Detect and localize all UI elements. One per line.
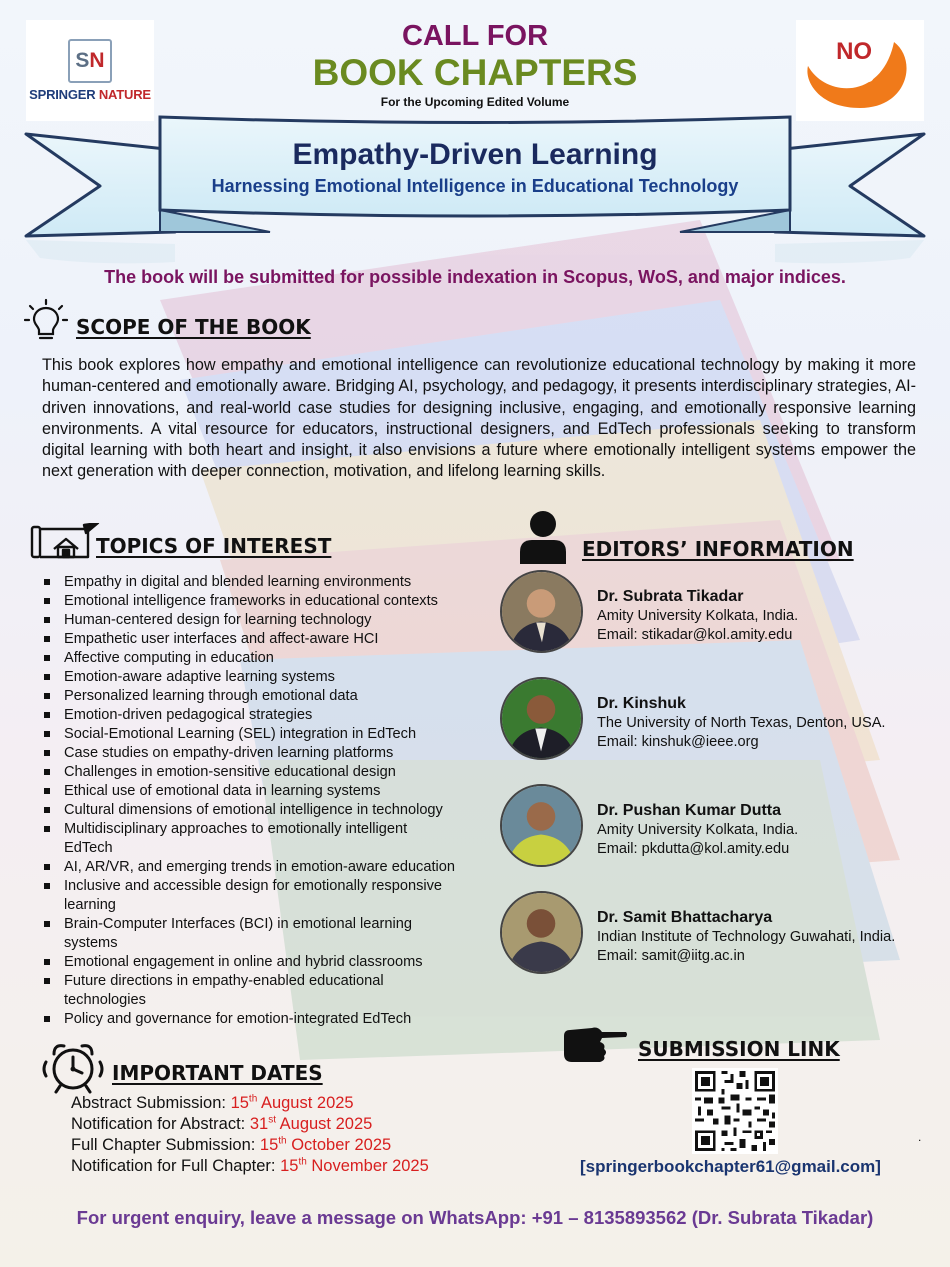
topics-list (44, 573, 494, 1029)
editor-email[interactable]: Email: stikadar@kol.amity.edu (597, 627, 793, 643)
house-deed-icon (30, 523, 100, 559)
book-subtitle: Harnessing Emotional Intelligence in Educational Technology (211, 176, 739, 196)
topics-heading: TOPICS OF INTEREST (96, 534, 332, 558)
alarm-clock-icon (40, 1040, 106, 1094)
person-icon (518, 510, 568, 564)
topic-item: Affective computing in education (44, 649, 494, 668)
topic-item: Emotional engagement in online and hybrid classrooms (44, 953, 494, 972)
editors-heading: EDITORS’ INFORMATION (582, 537, 854, 561)
whatsapp-enquiry-note: For urgent enquiry, leave a message on WhatsApp: +91 – 8135893562 (Dr. Subrata Tikadar) (76, 1207, 874, 1228)
editor-name: Dr. Subrata Tikadar (597, 588, 744, 605)
editor-photo-avatar (500, 891, 583, 974)
date-row: Notification for Abstract: 31st August 2025 (71, 1114, 373, 1133)
editor-email[interactable]: Email: kinshuk@ieee.org (597, 734, 759, 750)
trailing-dot: . (918, 1130, 922, 1144)
editor-affiliation: Amity University Kolkata, India. (597, 608, 799, 624)
topic-item: Ethical use of emotional data in learning systems (44, 782, 494, 801)
editor-email[interactable]: Email: pkdutta@kol.amity.edu (597, 841, 790, 857)
date-row: Full Chapter Submission: 15th October 2025 (71, 1135, 392, 1154)
topic-item: Inclusive and accessible design for emotionally responsive learning (44, 877, 484, 915)
editor-affiliation: Amity University Kolkata, India. (597, 822, 799, 838)
topic-item: Emotion-driven pedagogical strategies (44, 706, 494, 725)
upcoming-volume-caption: For the Upcoming Edited Volume (380, 95, 570, 109)
topic-item: Empathetic user interfaces and affect-aware HCI (44, 630, 494, 649)
topic-item: Human-centered design for learning technology (44, 611, 494, 630)
submission-heading: SUBMISSION LINK (638, 1037, 840, 1061)
editor-photo-avatar (500, 570, 583, 653)
pointing-hand-icon (562, 1024, 628, 1066)
editor-card (500, 677, 940, 761)
book-chapters-heading: BOOK CHAPTERS (312, 52, 638, 93)
topic-item: Emotional intelligence frameworks in educational contexts (44, 592, 494, 611)
editor-photo-avatar (500, 677, 583, 760)
dates-heading: IMPORTANT DATES (112, 1061, 323, 1085)
editor-card (500, 891, 940, 975)
qr-code[interactable] (692, 1068, 778, 1154)
editor-email[interactable]: Email: samit@iitg.ac.in (597, 948, 745, 964)
topic-item: Future directions in empathy-enabled educational technologies (44, 972, 424, 1010)
indexation-note: The book will be submitted for possible indexation in Scopus, WoS, and major indices. (104, 267, 846, 287)
topic-item: AI, AR/VR, and emerging trends in emotion-aware education (44, 858, 494, 877)
topic-item: Case studies on empathy-driven learning platforms (44, 744, 494, 763)
editor-card (500, 570, 940, 654)
topic-item: Cultural dimensions of emotional intelligence in technology (44, 801, 494, 820)
editor-photo-avatar (500, 784, 583, 867)
date-row: Notification for Full Chapter: 15th November 2025 (71, 1156, 429, 1175)
editor-name: Dr. Samit Bhattacharya (597, 909, 773, 926)
no-apc-text: NO APC (834, 38, 875, 87)
topic-item: Policy and governance for emotion-integrated EdTech (44, 1010, 494, 1029)
topic-item: Multidisciplinary approaches to emotionally intelligent EdTech (44, 820, 444, 858)
editor-affiliation: Indian Institute of Technology Guwahati, India. (597, 929, 896, 945)
topic-item: Emotion-aware adaptive learning systems (44, 668, 494, 687)
submission-email-link[interactable]: [springerbookchapter61@gmail.com] (580, 1157, 881, 1176)
editor-name: Dr. Pushan Kumar Dutta (597, 802, 782, 819)
scope-paragraph: This book explores how empathy and emotional intelligence can revolutionize educational technology by making it more human-centered and emotionally aware. Bridging AI, psychology, and pedagogy, it presents interdisciplinary strategies, AI-driven innovations, and real-world case studies for designing inclusive, engaging, and emotionally responsive learning environments. A vital resource for educators, instructional designers, and EdTech professionals seeking to transform digital learning with both heart and insight, it also envisions a future where emotionally intelligent systems empower the next generation with deeper connection, motivation, and lifelong learning skills. (42, 356, 917, 481)
topic-item: Challenges in emotion-sensitive educational design (44, 763, 494, 782)
important-dates-list (71, 1093, 429, 1177)
lightbulb-icon (24, 298, 68, 344)
springer-nature-wordmark: SPRINGER NATURE (29, 87, 151, 102)
call-for-heading: CALL FOR (401, 20, 549, 52)
book-title: Empathy-Driven Learning (292, 138, 658, 171)
scope-heading: SCOPE OF THE BOOK (76, 315, 311, 339)
date-row: Abstract Submission: 15th August 2025 (71, 1093, 354, 1112)
editor-card (500, 784, 940, 868)
topic-item: Empathy in digital and blended learning environments (44, 573, 494, 592)
editor-name: Dr. Kinshuk (597, 695, 686, 712)
topic-item: Brain-Computer Interfaces (BCI) in emotional learning systems (44, 915, 454, 953)
editor-affiliation: The University of North Texas, Denton, USA. (597, 715, 886, 731)
topic-item: Personalized learning through emotional data (44, 687, 494, 706)
springer-nature-mark-icon: S N (68, 39, 112, 83)
topic-item: Social-Emotional Learning (SEL) integration in EdTech (44, 725, 494, 744)
